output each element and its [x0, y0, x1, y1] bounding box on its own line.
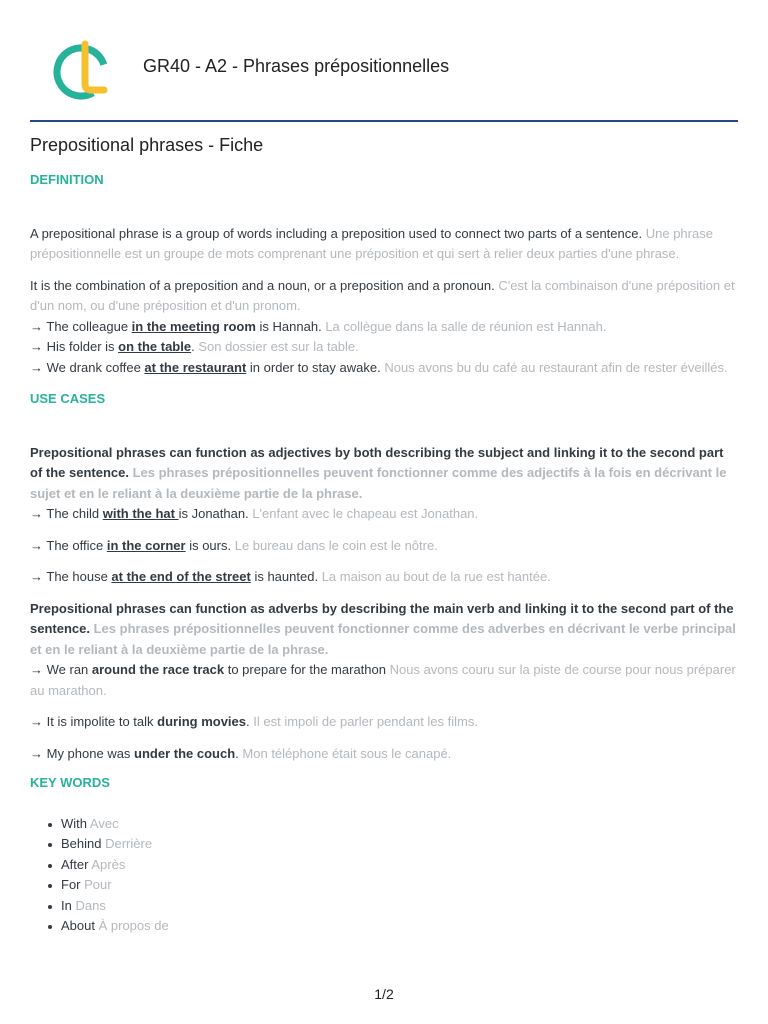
header-divider [30, 120, 738, 122]
definition-example-2: → His folder is on the table. Son dossier est sur la table. [30, 339, 359, 354]
logo-icon [46, 32, 122, 108]
adjective-example-2: → The office in the corner is ours. Le bureau dans le coin est le nôtre. [30, 537, 438, 553]
list-item: In Dans [46, 896, 738, 917]
adverb-example-2: → It is impolite to talk during movies. Il est impoli de parler pendant les films. [30, 714, 478, 729]
adverb-use-paragraph: Prepositional phrases can function as adverbs by describing the main verb and linking it to the second part of the sentence. Les phrases prépositionnelles peuvent fonctionner comme des adverbes en décrivant le verbe principal et en le reliant à la deuxième partie de la phrase. [30, 600, 736, 657]
list-item: About À propos de [46, 916, 738, 937]
adjective-example-3: → The house at the end of the street is haunted. La maison au bout de la rue est hantée. [30, 569, 551, 584]
adverb-example-3: → My phone was under the couch. Mon téléphone était sous le canapé. [30, 745, 452, 761]
definition-paragraph-2: It is the combination of a preposition and a noun, or a preposition and a pronoun. C'est la combinaison d'une préposition et d'un nom, ou d'une préposition et d'un pronom. [30, 277, 735, 313]
key-words-heading: KEY WORDS [30, 775, 110, 790]
document-body [30, 134, 738, 937]
definition-heading: DEFINITION [30, 172, 104, 187]
key-words-list [46, 814, 738, 937]
list-item: After Après [46, 855, 738, 876]
definition-example-3: → We drank coffee at the restaurant in order to stay awake. Nous avons bu du café au restaurant afin de rester éveillés. [30, 359, 728, 375]
definition-example-1: → The colleague in the meeting room is Hannah. La collègue dans la salle de réunion est Hannah. [30, 318, 607, 334]
page-number: 1/2 [374, 986, 394, 1002]
list-item: Behind Derrière [46, 834, 738, 855]
page-header [0, 0, 768, 122]
adjective-use-paragraph: Prepositional phrases can function as adjectives by both describing the subject and linking it to the second part of the sentence. Les phrases prépositionnelles peuvent fonctionner comme des adjectifs à la fois en décrivant le sujet et en le reliant à la deuxième partie de la phrase. [30, 444, 727, 501]
document-title: GR40 - A2 - Phrases prépositionnelles [143, 56, 450, 76]
use-cases-heading: USE CASES [30, 391, 106, 406]
adjective-example-1: → The child with the hat is Jonathan. L'enfant avec le chapeau est Jonathan. [30, 506, 479, 521]
list-item: With Avec [46, 814, 738, 835]
adverb-example-1: → We ran around the race track to prepare for the marathon Nous avons couru sur la piste de course pour nous préparer au marathon. [30, 662, 736, 698]
page-title: Prepositional phrases - Fiche [30, 135, 264, 155]
list-item: For Pour [46, 875, 738, 896]
definition-paragraph-1: A prepositional phrase is a group of words including a preposition used to connect two parts of a sentence. Une phrase prépositionnelle est un groupe de mots comprenant une préposition et qui sert à relier deux parties d'une phrase. [30, 225, 713, 261]
